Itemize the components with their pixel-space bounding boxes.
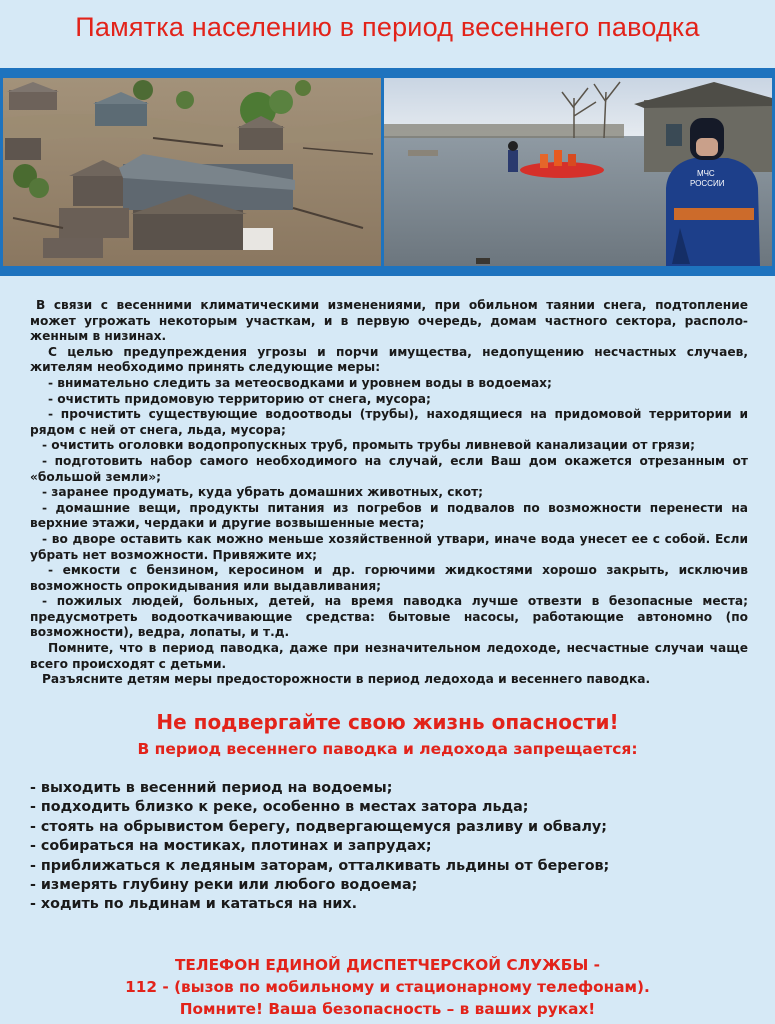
page-title: Памятка населению в период весеннего паводка [75,12,700,42]
measure-item: - внимательно следить за метеосводками и уровнем воды в водоемах; [48,375,552,390]
list-item: - выходить в весенний период на водоемы; [30,780,393,796]
photo-band [0,68,775,276]
vest-label-line1: МЧС [697,169,715,178]
prohibitions-list [30,779,750,915]
paragraph-intro: В связи с весенними климатическими изменениями, при обильном таянии снега, подтопление может угрожать некоторым участкам, и в первую очередь, домам частного сектора, располо-женным в низинах. [30,298,748,344]
vest-label-line2: РОССИИ [690,179,725,188]
list-item: - собираться на мостиках, плотинах и запрудах; [30,838,432,855]
measure-item: - заранее продумать, куда убрать домашних животных, скот; [42,485,484,500]
list-item: - стоять на обрывистом берегу, подвергающемуся разливу и обвалу; [30,818,607,835]
measure-item: - пожилых людей, больных, детей, на время паводка лучше отвезти в безопасные места; предусмотреть водооткачивающие средства: бытовые насосы, работающие автономно (по возможности), ведра, лопаты, и т.д. [30,594,748,640]
list-item: - подходить близко к реке, особенно в местах затора льда; [30,799,529,816]
rescue-boat-photo [384,78,772,266]
paragraph-explain: Разъясните детям меры предосторожности в период ледохода и весеннего паводка. [42,672,651,687]
flooded-village-aerial-photo [3,78,381,266]
warning-subtitle: В период весеннего паводка и ледохода запрещается: [137,740,638,758]
dispatch-service-label: ТЕЛЕФОН ЕДИНОЙ ДИСПЕТЧЕРСКОЙ СЛУЖБЫ - [174,956,600,974]
list-item: - приближаться к ледяным заторам, отталкивать льдины от берегов; [30,857,610,874]
measure-item: - во дворе оставить как можно меньше хозяйственной утвари, иначе вода унесет ее с собой. Если убрать нет возможности. Привяжите их; [30,531,748,562]
safety-reminder: Помните! Ваша безопасность – в ваших руках! [179,1000,596,1018]
warning-title: Не подвергайте свою жизнь опасности! [156,710,619,734]
measure-item: - домашние вещи, продукты питания из погребов и подвалов по возможности перенести на верхние этажи, чердаки и другие возвышенные места; [30,500,748,531]
emergency-footer [0,954,775,1020]
measure-item: - очистить оголовки водопропускных труб, промыть трубы ливневой канализации от грязи; [42,438,696,453]
list-item: - измерять глубину реки или любого водоема; [30,877,418,894]
measure-item: - емкости с бензином, керосином и др. горючими жидкостями хорошо закрыть, исключив возможность опрокидывания или выдавливания; [30,563,748,593]
paragraph-measures-intro: С целью предупреждения угрозы и порчи имущества, недопущению несчастных случаев, жителям необходимо принять следующие меры: [30,344,748,375]
measure-item: - очистить придомовую территорию от снега, мусора; [48,391,431,406]
measure-item: - подготовить набор самого необходимого на случай, если Ваш дом окажется отрезанным от «большой земли»; [30,453,748,484]
advice-text [30,298,748,688]
list-item: - ходить по льдинам и кататься на них. [30,896,358,913]
paragraph-children-warning: Помните, что в период паводка, даже при незначительном ледоходе, несчастные случаи чаще всего происходят с детьми. [30,641,748,671]
emergency-phone-line: 112 - (вызов по мобильному и стационарному телефонам). [125,978,650,996]
measure-item: - прочистить существующие водоотводы (трубы), находящиеся на придомовой территории и рядом с ней от снега, льда, мусора; [30,407,748,437]
